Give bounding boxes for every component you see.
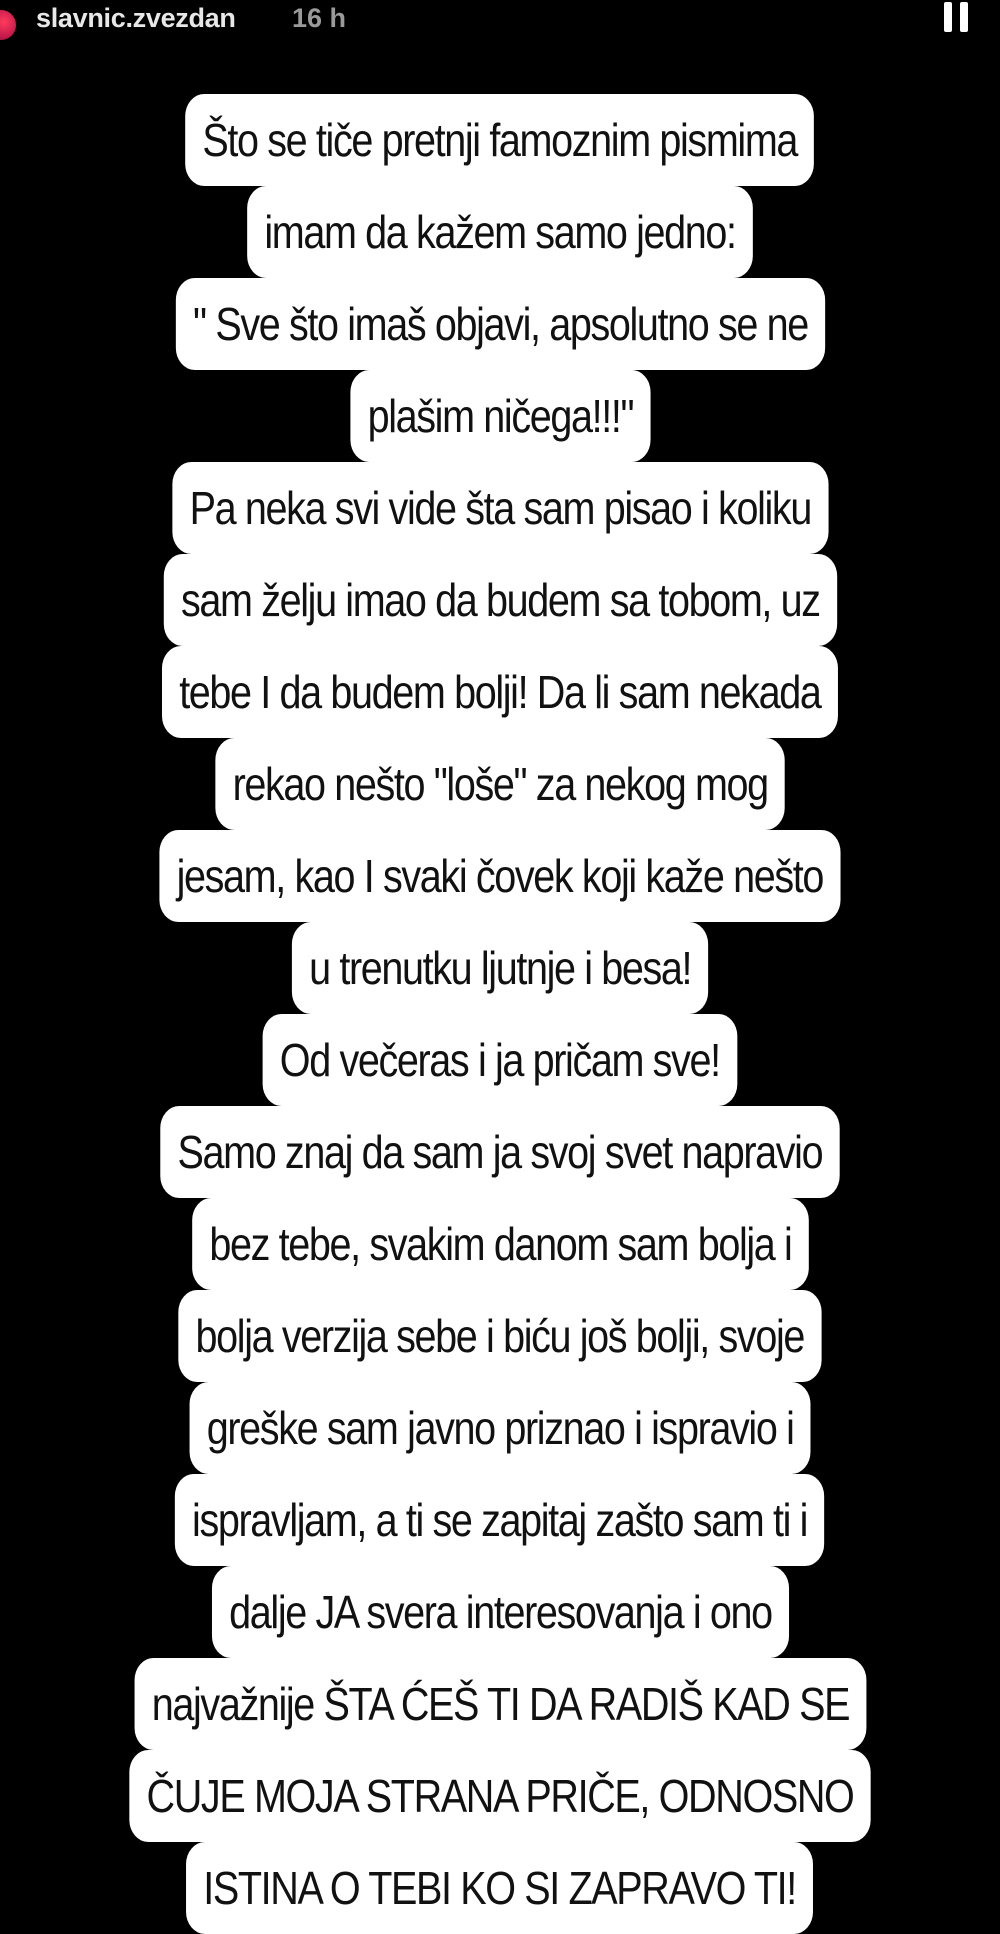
story-text-line: greške sam javno priznao i ispravio i (0, 1382, 1000, 1474)
story-text-line: rekao nešto "loše" za nekog mog (0, 738, 1000, 830)
story-text-line: " Sve što imaš objavi, apsolutno se ne (0, 278, 1000, 370)
story-text-line: tebe I da budem bolji! Da li sam nekada (0, 646, 1000, 738)
story-text-line: jesam, kao I svaki čovek koji kaže nešto (0, 830, 1000, 922)
story-text-line: ČUJE MOJA STRANA PRIČE, ODNOSNO (0, 1750, 1000, 1842)
story-text-line: imam da kažem samo jedno: (0, 186, 1000, 278)
story-text-line: Pa neka svi vide šta sam pisao i koliku (0, 462, 1000, 554)
story-text-line: Samo znaj da sam ja svoj svet napravio (0, 1106, 1000, 1198)
story-text-line: ISTINA O TEBI KO SI ZAPRAVO TI! (0, 1842, 1000, 1934)
pause-icon[interactable] (944, 2, 970, 32)
story-text-line: Od večeras i ja pričam sve! (0, 1014, 1000, 1106)
story-text-line: ispravljam, a ti se zapitaj zašto sam ti i (0, 1474, 1000, 1566)
story-text-line: najvažnije ŠTA ĆEŠ TI DA RADIŠ KAD SE (0, 1658, 1000, 1750)
story-text-line: dalje JA svera interesovanja i ono (0, 1566, 1000, 1658)
avatar[interactable] (0, 10, 16, 40)
story-text-line: Što se tiče pretnji famoznim pismima (0, 94, 1000, 186)
username[interactable]: slavnic.zvezdan (36, 3, 236, 33)
story-header (0, 0, 1000, 40)
story-text-block (0, 94, 1000, 1934)
story-text-line: plašim ničega!!!" (0, 370, 1000, 462)
story-text-line: u trenutku ljutnje i besa! (0, 922, 1000, 1014)
story-text-line: bez tebe, svakim danom sam bolja i (0, 1198, 1000, 1290)
story-timestamp: 16 h (292, 3, 347, 33)
story-text-line: bolja verzija sebe i biću još bolji, svoje (0, 1290, 1000, 1382)
story-text-line: sam želju imao da budem sa tobom, uz (0, 554, 1000, 646)
